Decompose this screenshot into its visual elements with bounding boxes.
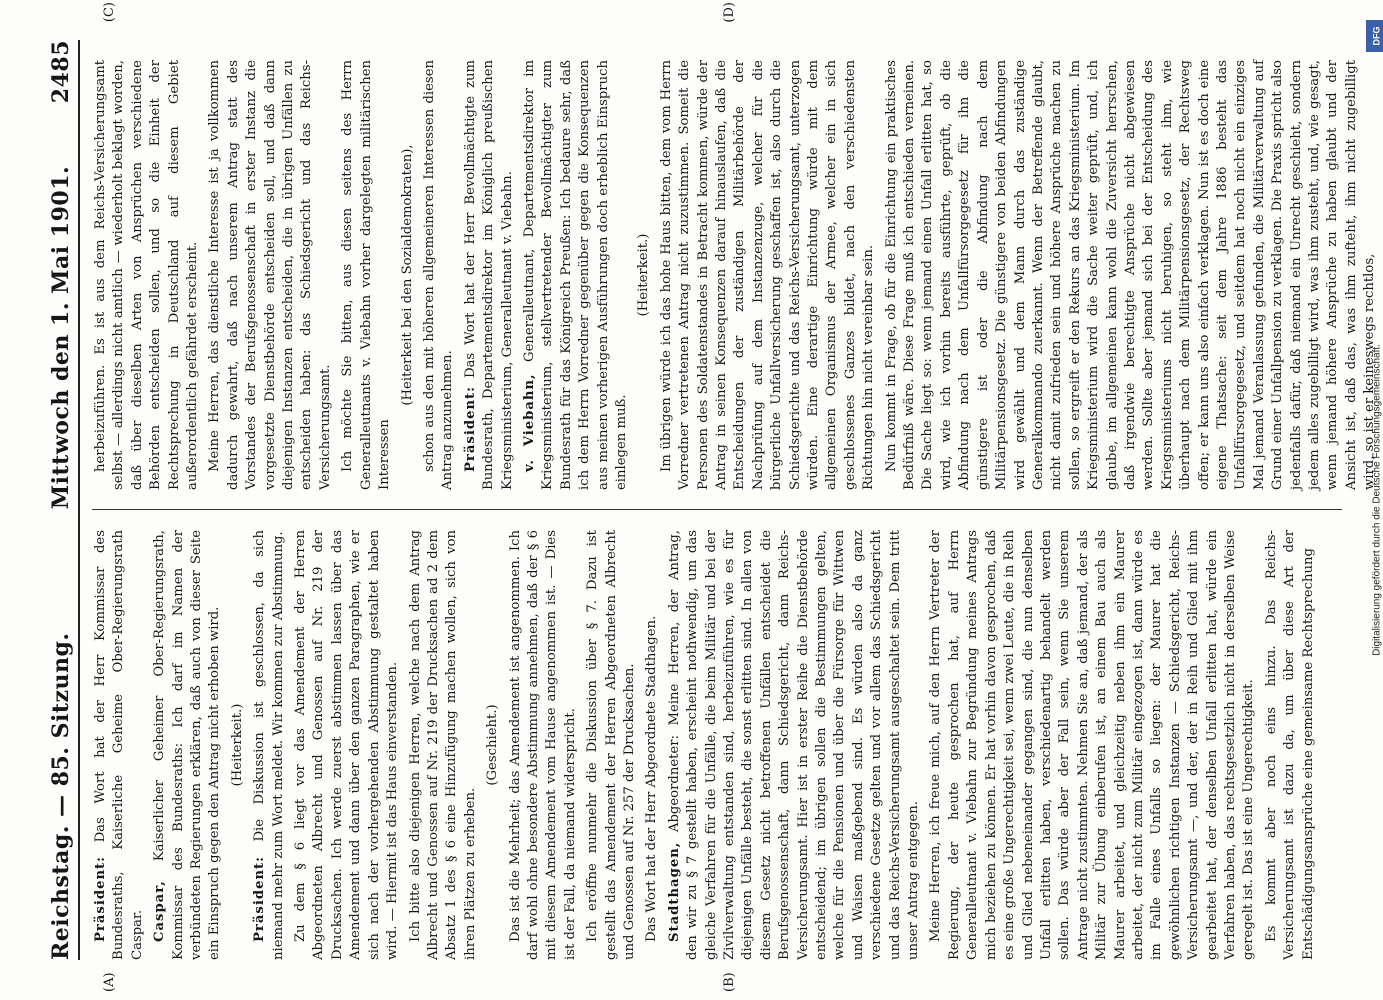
paragraph — [398, 60, 416, 490]
speaker-name: Präsident: — [462, 385, 478, 472]
paragraph — [584, 530, 639, 960]
margin-marker-b: (B) — [721, 972, 737, 992]
paragraph-text: Generalleutnant, Departementsdirektor im Kriegsministerium, stellvertretender Bevollmächtigter zum Bundesrath für das Königreich Preußen: Ich bedaure sehr, daß ich dem Herrn Vorredner gegenüber gegen die Konsequenzen aus meinen vorherigen Ausführungen doch erheblich Einspruch einlegen muß. — [521, 59, 629, 490]
paragraph — [506, 530, 580, 960]
paragraph-text: schon aus den mit höheren allgemeineren Interessen diesen Antrag anzunehmen. — [421, 60, 455, 490]
speaker-name: Stadthagen, — [666, 841, 682, 942]
paragraph-text: Das ist die Mehrheit; das Amendement ist angenommen. Ich darf wohl ohne besondere Abstimmung annehmen, daß der § 6 mit diesem Amendement vom Hause angenommen ist. — Dies ist der Fall, da niemand widerspricht. — [507, 530, 578, 960]
paragraph — [643, 530, 661, 960]
column-divider — [92, 509, 1342, 510]
paragraph — [406, 530, 480, 960]
paragraph — [665, 530, 923, 960]
header-title: Reichstag. — 85. Sitzung. — [47, 632, 74, 960]
paragraph — [461, 60, 516, 490]
header-rule — [78, 40, 80, 960]
margin-marker-d: (D) — [721, 2, 737, 23]
paragraph — [228, 530, 246, 960]
paragraph-text: (Heiterkeit.) — [229, 703, 245, 787]
paragraph — [420, 60, 457, 490]
header-date: Mittwoch den 1. Mai 1901. — [47, 165, 74, 510]
paragraph — [657, 60, 878, 490]
paragraph-text: herbeizuführen. Es ist aus dem Reichs-Versicherungsamt selbst — allerdings nicht amtlich — wiederholt beklagt worden, daß über dieselben Arten von Ansprüchen verschiedene Behörden entscheiden sollen, und so die Einheit der Rechtsprechung in Deutschland auf diesem Gebiet außerordentlich gefährdet erscheint. — [92, 60, 200, 490]
paragraph — [292, 530, 402, 960]
page-number: 2485 — [47, 40, 74, 104]
paragraph — [927, 530, 1258, 960]
paragraph-text: (Geschieht.) — [484, 704, 500, 786]
dfg-logo: DFG — [1366, 20, 1383, 52]
paragraph — [151, 530, 225, 960]
paragraph-text: Nun kommt in Frage, ob für die Einrichtung ein praktisches Bedürfniß wäre. Diese Frage muß ich entschieden verneinen. Die Sache liegt so: wenn jemand einen Unfall erlitten hat, so wird, wie ich vorhin bereits ausführte, geprüft, ob die Abfindung nach dem Unfallfürsorgegesetz für ihn die günstigere ist oder die Abfindung nach dem Militärpensionsgesetz. Die günstigere von beiden Abfindungen wird gewählt und dem Mann durch das zuständige Generalkommando zuerkannt. Wenn der Betreffende glaubt, nicht damit zufrieden sein und höhere Ansprüche machen zu sollen, so ergreift er den Rekurs an das Kriegsministerium. Im Kriegsministerium wird die Sache weiter geprüft, und, ich glaube, im allgemeinen kann wohl die Zuversicht herrschen, daß irgendwie berechtigte Ansprüche nicht abgewiesen werden. Sollte aber jemand sich bei der Entscheidung des Kriegsministeriums nicht beruhigen, so steht ihm, wie überhaupt nach dem Militärpensionsgesetz, der Rechtsweg offen; er kann uns also einfach verklagen. Nun ist es doch eine eigene Thatsache: seit dem Jahre 1886 besteht das Unfallfürsorgegesetz, und seitdem hat noch nicht ein einziges Mal jemand Veranlassung gefunden, die Militärverwaltung auf Grund einer Unfallpension zu verklagen. Die Praxis spricht also jedenfalls dafür, daß niemand ein Unrecht geschieht, sondern jedem alles zugebilligt wird, was ihm zusteht, und, wie gesagt, wenn jemand höhere Ansprüche zu haben glaubt und der Ansicht ist, daß das, was ihm zufteht, ihm nicht zugebilligt wird, so ist er keineswegs rechtlos, — [883, 60, 1377, 490]
paragraph — [206, 60, 335, 490]
paragraph-text: Es kommt aber noch eins hinzu. Das Reichs-Versicherungsamt ist dazu da, um über diese Art der Entschädigungsansprüche eine gemeinsame Rechtsprechung — [1263, 530, 1316, 960]
paragraph-text: Ich bitte also diejenigen Herren, welche nach dem Antrag Albrecht und Genossen auf Nr. 219 der Drucksachen ad 2 dem Absatz 1 des § 6 eine Hinzufügung machen wollen, sich von ihren Plätzen zu erheben. — [407, 530, 478, 960]
dfg-watermark — [1363, 20, 1383, 980]
paragraph-text: Ich eröffne nunmehr die Diskussion über § 7. Dazu ist gestellt das Amendement der Herren Abgeordneten Albrecht und Genossen auf Nr. 257 der Drucksachen. — [584, 530, 637, 960]
speaker-name: Caspar, — [151, 880, 167, 942]
speaker-name: Präsident: — [92, 855, 108, 942]
paragraph — [484, 530, 502, 960]
paragraph — [339, 60, 394, 490]
right-text-column — [92, 59, 1377, 490]
paragraph-text: Die Diskussion ist geschlossen, da sich niemand mehr zum Wort meldet. Wir kommen zur Abstimmung. — [251, 530, 286, 960]
paragraph-text: Abgeordneter: Meine Herren, der Antrag, den wir zu § 7 gestellt haben, erscheint nothwendig, um das gleiche Verfahren für die Unfälle, die beim Militär und bei der Zivilverwaltung entstanden sind, herbeizuführen, wie es für diejenigen Unfälle besteht, die sonst erlitten sind. In allen von diesem Gesetz nicht betroffenen Unfällen entscheidet die Berufsgenossenschaft, dann Schiedsgericht, dann Reichs-Versicherungsamt. Hier ist in erster Reihe die Dienstbehörde entscheidend; im übrigen sollen die Bestimmungen gelten, welche für die Pensionen und über die Fürsorge für Wittwen und Waisen maßgebend sind. Es würden also da ganz verschiedene Gesetze gelten und vor allem das Schiedsgericht und das Reichs-Versicherungsamt ausgeschaltet sein. Dem tritt unser Antrag entgegen. — [666, 530, 921, 960]
left-text-column — [92, 530, 1342, 960]
paragraph-text: Meine Herren, ich freue mich, auf den Herrn Vertreter der Regierung, der heute gesprochen hat, auf Herrn Generalleutnant v. Viebahn zur Begründung meines Antrags mich beziehen zu können. Er hat vorhin davon gesprochen, daß es eine große Ungerechtigkeit sei, wenn zwei Leute, die in Reih und Glied nebeneinander gegangen sind, die nun denselben Unfall erlitten haben, verschiedenartig behandelt werden sollen. Das würde aber der Fall sein, wenn Sie unserem Antrage nicht zustimmten. Nehmen Sie an, daß jemand, der als Militär zur Übung einberufen ist, an einem Bau auch als Maurer arbeitet, und gleichzeitig neben ihm ein Maurer arbeitet, der nicht zum Militär eingezogen ist, dann würde es im Falle eines Unfalls so liegen: der Maurer hat die gewöhnlichen richtigen Instanzen — Schiedsgericht, Reichs-Versicherungsamt —, und der, der in Reih und Glied mit ihm gearbeitet hat, der denselben Unfall erlitten hat, würde ein Verfahren haben, das rechtsgesetzlich nicht in derselben Weise geregelt ist. Das ist eine Ungerechtigkeit. — [927, 530, 1256, 960]
paragraph-text: Das Wort hat der Herr Abgeordnete Stadthagen. — [643, 615, 659, 942]
paragraph-text: Im übrigen würde ich das hohe Haus bitten, dem vom Herrn Vorredner vertretenen Antrag nicht zuzustimmen. Someit die Personen des Soldatenstandes in Betracht kommen, würde der Antrag in seinen Konsequenzen darauf hinauslaufen, daß die Entscheidungen der zuständigen Militärbehörde der Nachprüfung auf dem Instanzenzuge, welcher für die bürgerliche Unfallversicherung geschaffen ist, also durch die Schiedsgerichte und das Reichs-Versicherungsamt, unterzogen würden. Eine derartige Einrichtung würde mit dem allgemeinen Organismus der Armee, welcher ein in sich geschlossenes Ganzes bildet, nach den verschiedensten Richtungen hin nicht vereinbar sein. — [658, 60, 876, 490]
margin-marker-c: (C) — [101, 2, 117, 23]
paragraph — [251, 530, 288, 960]
paragraph-text: Das Wort hat der Herr Kommissar des Bundesraths, Kaiserliche Geheime Ober-Regierungsrath Caspar. — [92, 530, 145, 960]
paragraph-text: Das Wort hat der Herr Bevollmächtigte zum Bundesrath, Departementsdirektor im Königlich preußischen Kriegsministerium, Generalleutnant v. Viebahn. — [462, 60, 515, 490]
paragraph-text: Zu dem § 6 liegt vor das Amendement der Herren Abgeordneten Albrecht und Genossen auf Nr. 219 der Drucksachen. Ich werde zuerst abstimmen lassen über das Amendement und dann über den ganzen Paragraphen, wie er sich nach der vorhergehenden Abstimmung gestaltet haben wird. — Hiermit ist das Haus einverstanden. — [292, 530, 400, 960]
paragraph-text: Ich möchte Sie bitten, aus diesen seitens des Herrn Generalleutnants v. Viebahn vorher dargelegten militärischen Interessen — [339, 60, 392, 490]
paragraph — [1262, 530, 1317, 960]
paragraph — [92, 530, 147, 960]
paragraph-text: Kaiserlicher Geheimer Ober-Regierungsrath, Kommissar des Bundesraths: Ich darf im Namen der verbündeten Regierungen erklären, daß auch von dieser Seite ein Einspruch gegen den Antrag nicht erhoben wird. — [151, 530, 222, 960]
paragraph-text: Meine Herren, das dienstliche Interesse ist ja vollkommen dadurch gewahrt, daß nach unserem Antrag statt des Vorstandes der Berufsgenossenschaft in erster Instanz die vorgesetzte Dienstbehörde entscheiden soll, und daß dann diejenigen Instanzen entscheiden, die in übrigen Unfällen zu entscheiden haben: das Schiedsgericht und das Reichs-Versicherungsamt. — [206, 60, 333, 490]
watermark-text: Digitalisierung gefördert durch die Deutsche Forschungsgemeinschaft. — [1371, 344, 1383, 656]
paragraph — [92, 60, 202, 490]
paragraph-text: (Heiterkeit bei den Sozialdemokraten), — [399, 144, 414, 406]
page-header — [40, 40, 74, 960]
paragraph — [635, 60, 653, 490]
margin-marker-a: (A) — [101, 972, 117, 992]
paragraph — [520, 60, 630, 490]
paragraph-text: (Heiterkeit.) — [635, 233, 651, 317]
speaker-name: v. Viebahn, — [521, 373, 537, 472]
speaker-name: Präsident: — [251, 855, 267, 942]
paragraph — [882, 60, 1379, 490]
